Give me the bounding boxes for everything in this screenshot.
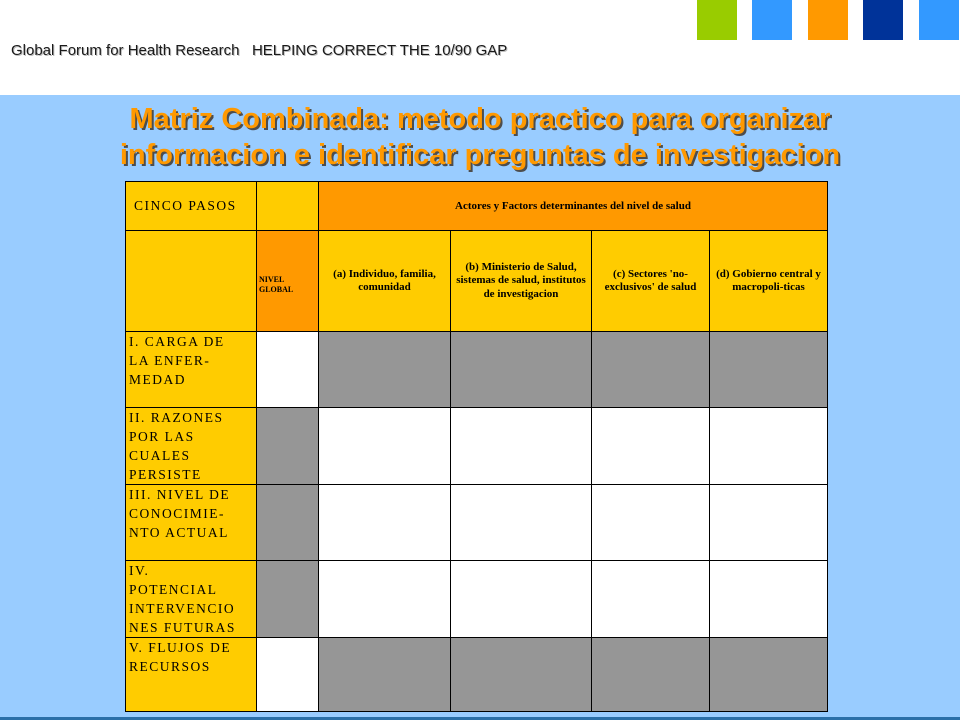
matrix-cell	[319, 638, 451, 712]
matrix-cell	[592, 332, 710, 408]
global-cell	[257, 638, 319, 712]
global-cell	[257, 408, 319, 485]
forum-line	[11, 42, 507, 59]
matrix-cell	[710, 561, 828, 638]
step-label: III. NIVEL DE CONOCIMIE- NTO ACTUAL	[126, 485, 257, 561]
matrix-cell	[451, 408, 592, 485]
accent-square-blue	[919, 0, 959, 40]
step-row	[126, 408, 828, 485]
title-line-2: informacion e identificar preguntas de investigacion	[119, 139, 841, 171]
actor-b-cell: (b) Ministerio de Salud, sistemas de salud, institutos de investigacion	[451, 231, 592, 332]
actores-header-cell: Actores y Factors determinantes del nivel de salud	[319, 182, 828, 231]
global-cell	[257, 332, 319, 408]
org-name: Global Forum for Health Research	[11, 42, 240, 59]
matrix-cell	[592, 408, 710, 485]
step-label: I. CARGA DE LA ENFER- MEDAD	[126, 332, 257, 408]
combined-matrix-table	[125, 181, 828, 712]
empty-step-header-cell	[126, 231, 257, 332]
title-line-1: Matriz Combinada: metodo practico para organizar	[129, 103, 831, 135]
step-row	[126, 485, 828, 561]
header-bar	[0, 0, 960, 95]
empty-header-cell	[257, 182, 319, 231]
step-label: V. FLUJOS DE RECURSOS	[126, 638, 257, 712]
accent-square-orange	[808, 0, 848, 40]
global-cell	[257, 561, 319, 638]
matrix-cell	[319, 561, 451, 638]
step-row	[126, 332, 828, 408]
actor-d-cell: (d) Gobierno central y macropoli-ticas	[710, 231, 828, 332]
actors-row	[126, 231, 828, 332]
matrix-cell	[710, 638, 828, 712]
matrix-cell	[592, 561, 710, 638]
matrix-cell	[592, 638, 710, 712]
slogan: HELPING CORRECT THE 10/90 GAP	[251, 42, 508, 59]
slide-title	[0, 101, 960, 173]
matrix-cell	[451, 332, 592, 408]
matrix-cell	[319, 485, 451, 561]
global-cell	[257, 485, 319, 561]
nivel-global-cell: NIVEL GLOBAL	[257, 231, 319, 332]
step-label: II. RAZONES POR LAS CUALES PERSISTE	[126, 408, 257, 485]
accent-square-green	[697, 0, 737, 40]
actor-a-cell: (a) Individuo, familia, comunidad	[319, 231, 451, 332]
matrix-cell	[710, 485, 828, 561]
cinco-pasos-cell: CINCO PASOS	[126, 182, 257, 231]
step-row	[126, 638, 828, 712]
step-row	[126, 561, 828, 638]
matrix-header-row	[126, 182, 828, 231]
matrix-cell	[451, 638, 592, 712]
accent-square-navy	[863, 0, 903, 40]
matrix-cell	[451, 561, 592, 638]
matrix-cell	[710, 408, 828, 485]
actor-c-cell: (c) Sectores 'no-exclusivos' de salud	[592, 231, 710, 332]
matrix-cell	[319, 408, 451, 485]
matrix-cell	[710, 332, 828, 408]
matrix-cell	[319, 332, 451, 408]
matrix-cell	[451, 485, 592, 561]
matrix-cell	[592, 485, 710, 561]
accent-square-lightblue	[752, 0, 792, 40]
step-label: IV. POTENCIAL INTERVENCIO NES FUTURAS	[126, 561, 257, 638]
